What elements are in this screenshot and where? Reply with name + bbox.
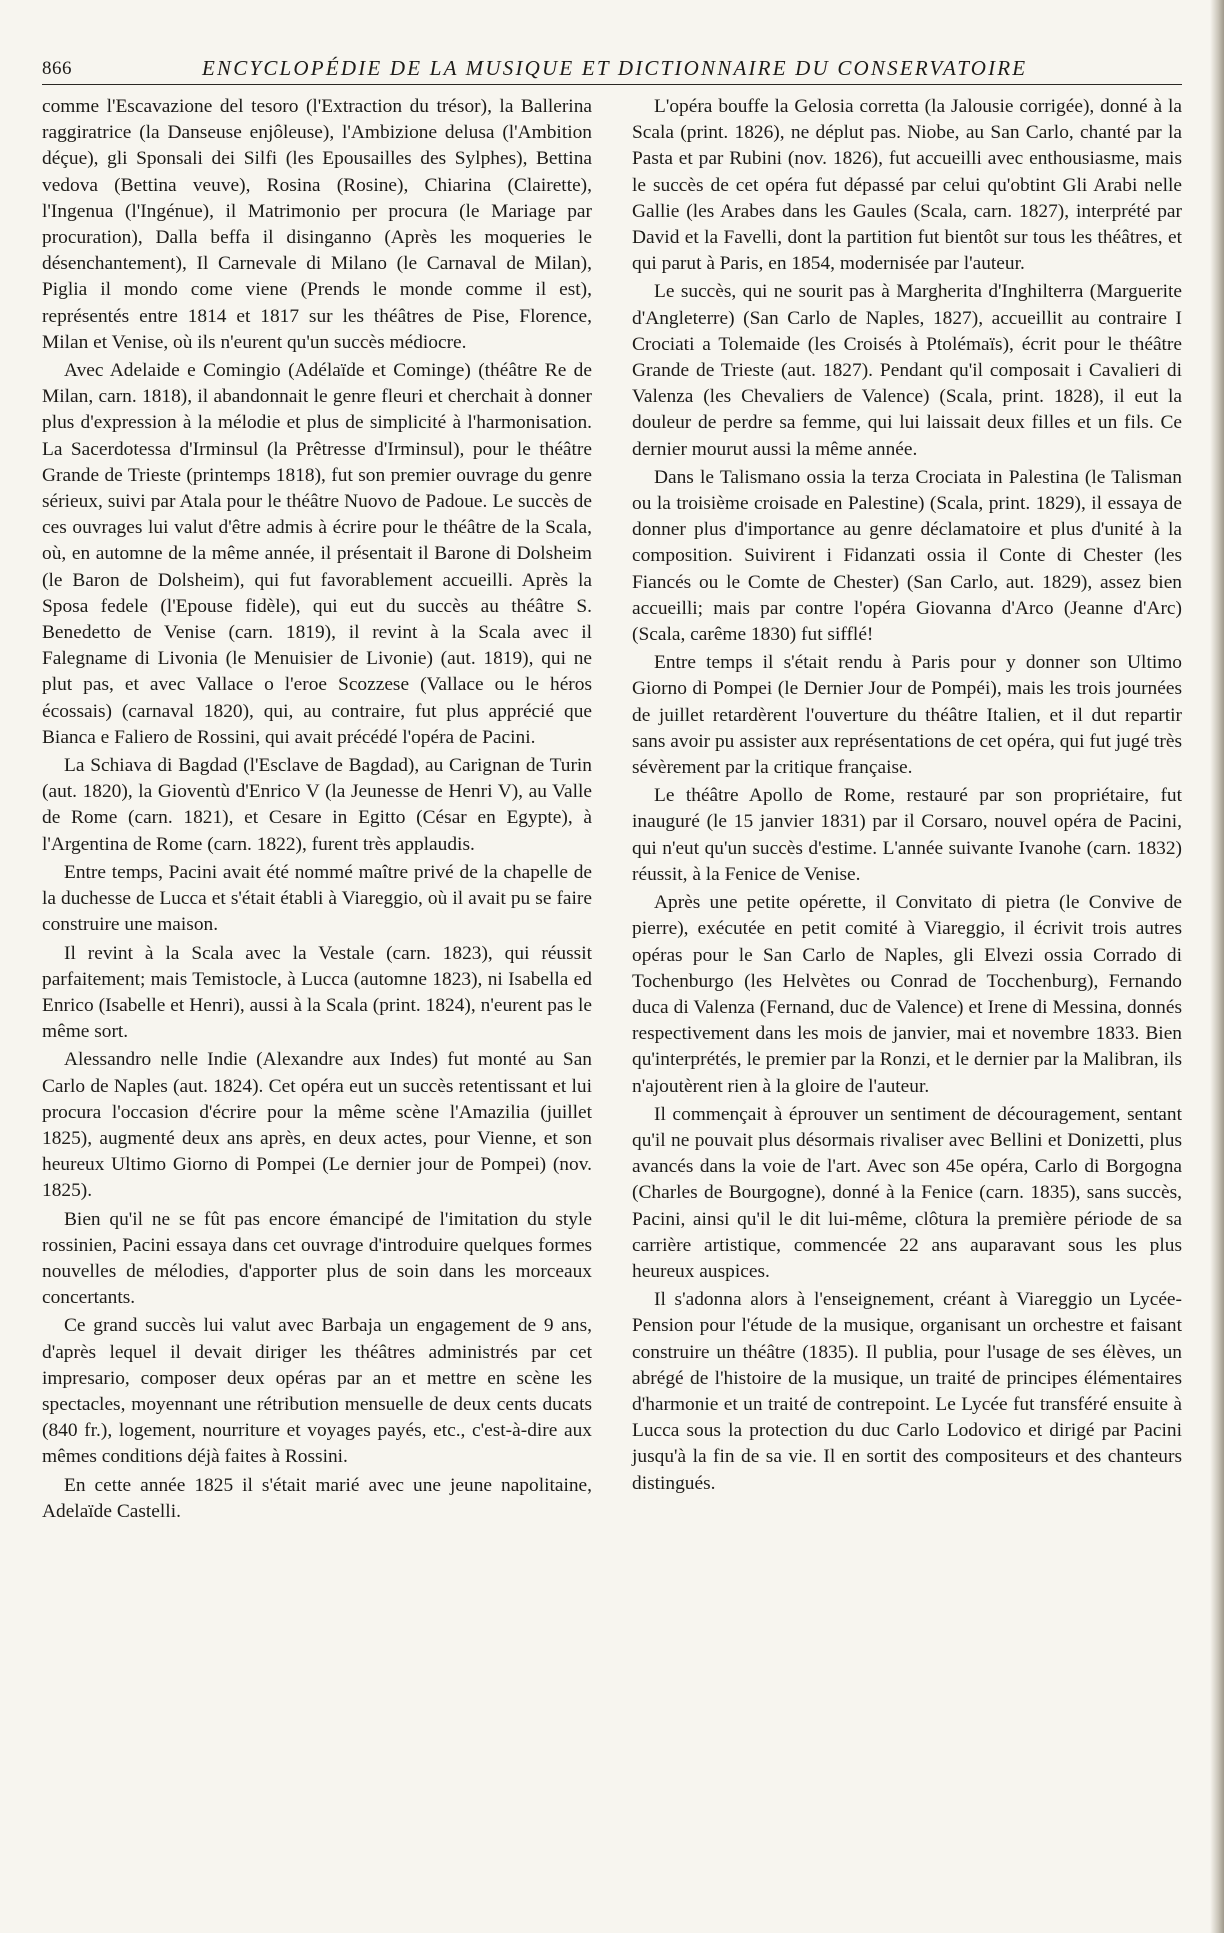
paragraph: Alessandro nelle Indie (Alexandre aux Indes) fut monté au San Carlo de Naples (aut. 1824). Cet opéra eut un succès retentissant et lui procura l'occasion d'écrire pour la même scène l'Amazilia (juillet 1825), augmenté deux ans après, en deux actes, pour Vienne, et son heureux Ultimo Giorno di Pompei (Le dernier jour de Pompei) (nov. 1825).	[42, 1049, 592, 1202]
paragraph: Bien qu'il ne se fût pas encore émancipé de l'imitation du style rossinien, Pacini essaya dans cet ouvrage d'introduire quelques formes nouvelles de mélodies, d'apporter plus de soin dans les morceaux concertants.	[42, 1208, 592, 1309]
paragraph: comme l'Escavazione del tesoro (l'Extraction du trésor), la Ballerina raggiratrice (la Danseuse enjôleuse), l'Ambizione delusa (l'Ambition déçue), gli Sponsali dei Silfi (les Epousailles des Sylphes), Bettina vedova (Bettina veuve), Rosina (Rosine), Chiarina (Clairette), l'Ingenua (l'Ingénue), il Matrimonio per procura (le Mariage par procuration), Dalla beffa il disinganno (Après les moqueries le désenchantement), Il Carnevale di Milano (le Carnaval de Milan), Piglia il mondo come viene (Prends le monde comme il est), représentés entre 1814 et 1817 sur les théâtres de Pise, Florence, Milan et Venise, où ils n'eurent qu'un succès médiocre.	[42, 96, 592, 353]
paragraph: Entre temps il s'était rendu à Paris pour y donner son Ultimo Giorno di Pompei (le Dernier Jour de Pompéi), mais les trois journées de juillet retardèrent l'ouverture du théâtre Italien, et il dut repartir sans avoir pu assister aux représentations de cet opéra, qui fut jugé très sévèrement par la critique française.	[632, 652, 1182, 779]
page-header	[42, 54, 1182, 85]
page-edge-shadow	[1210, 0, 1224, 1933]
page-number: 866	[42, 58, 72, 79]
paragraph: Le succès, qui ne sourit pas à Margherita d'Inghilterra (Marguerite d'Angleterre) (San Carlo de Naples, 1827), accueillit au contraire I Crociati a Tolemaide (les Croisés à Ptolémaïs), écrit pour le théâtre Grande de Trieste (aut. 1827). Pendant qu'il composait i Cavalieri di Valenza (les Chevaliers de Valence) (Scala, print. 1828), il eut la douleur de perdre sa femme, qui lui laissait deux filles et un fils. Ce dernier mourut aussi la même année.	[632, 281, 1182, 460]
paragraph: Il commençait à éprouver un sentiment de découragement, sentant qu'il ne pouvait plus désormais rivaliser avec Bellini et Donizetti, plus avancés dans la voie de l'art. Avec son 45e opéra, Carlo di Borgogna (Charles de Bourgogne), donné à la Fenice (carn. 1835), sans succès, Pacini, ainsi qu'il le dit lui-même, clôtura la première période de sa carrière artistique, commencée 22 ans auparavant sous les plus heureux auspices.	[632, 1103, 1182, 1282]
running-title: ENCYCLOPÉDIE DE LA MUSIQUE ET DICTIONNAIRE DU CONSERVATOIRE	[202, 56, 1028, 80]
paragraph: Après une petite opérette, il Convitato di pietra (le Convive de pierre), exécutée en petit comité à Viareggio, il écrivit trois autres opéras pour le San Carlo de Naples, gli Elvezi ossia Corrado di Tochenburgo (les Helvètes ou Conrad de Tocchenburg), Fernando duca di Valenza (Fernand, duc de Valence) et Irene di Messina, donnés respectivement dans les mois de janvier, mai et novembre 1833. Bien qu'interprétés, le premier par la Ronzi, et le dernier par la Malibran, ils n'ajoutèrent rien à la gloire de l'auteur.	[632, 892, 1182, 1097]
paragraph: Il s'adonna alors à l'enseignement, créant à Viareggio un Lycée-Pension pour l'étude de la musique, organisant un orchestre et faisant construire un théâtre (1835). Il publia, pour l'usage de ses élèves, un abrégé de l'histoire de la musique, un traité de principes élémentaires d'harmonie et un traité de contrepoint. Le Lycée fut transféré ensuite à Lucca sous la protection du duc Carlo Lodovico et dirigé par Pacini jusqu'à la fin de sa vie. Il en sortit des compositeurs et des chanteurs distingués.	[632, 1289, 1182, 1494]
paragraph: Il revint à la Scala avec la Vestale (carn. 1823), qui réussit parfaitement; mais Temistocle, à Lucca (automne 1823), ni Isabella ed Enrico (Isabelle et Henri), aussi à la Scala (print. 1824), n'eurent pas le même sort.	[42, 942, 592, 1043]
paragraph: Entre temps, Pacini avait été nommé maître privé de la chapelle de la duchesse de Lucca et s'était établi à Viareggio, où il avait pu se faire construire une maison.	[42, 861, 592, 936]
right-column	[632, 94, 1182, 1499]
paragraph: Avec Adelaide e Comingio (Adélaïde et Cominge) (théâtre Re de Milan, carn. 1818), il abandonnait le genre fleuri et cherchait à donner plus d'expression à la mélodie et plus de simplicité à l'harmonisation. La Sacerdotessa d'Irminsul (la Prêtresse d'Irminsul), pour le théâtre Grande de Trieste (printemps 1818), fut son premier ouvrage du genre sérieux, suivi par Atala pour le théâtre Nuovo de Padoue. Le succès de ces ouvrages lui valut d'être admis à écrire pour le théâtre de la Scala, où, en automne de la même année, il présentait il Barone di Dolsheim (le Baron de Dolsheim), qui fut favorablement accueilli. Après la Sposa fedele (l'Epouse fidèle), qui eut du succès au théâtre S. Benedetto de Venise (carn. 1819), il revint à la Scala avec il Falegname di Livonia (le Menuisier de Livonie) (aut. 1819), qui ne plut pas, et avec Vallace o l'eroe Scozzese (Vallace ou le héros écossais) (carnaval 1820), qui, au contraire, fut plus apprécié que Bianca e Faliero de Rossini, qui avait précédé l'opéra de Pacini.	[42, 360, 592, 748]
left-column	[42, 94, 592, 1527]
paragraph: Dans le Talismano ossia la terza Crociata in Palestina (le Talisman ou la troisième croisade en Palestine) (Scala, print. 1829), il essaya de donner plus d'importance au genre déclamatoire et plus d'unité à la composition. Suivirent i Fidanzati ossia il Conte di Chester (les Fiancés ou le Comte de Chester) (San Carlo, aut. 1829), assez bien accueilli; mais par contre l'opéra Giovanna d'Arco (Jeanne d'Arc) (Scala, carême 1830) fut sifflé!	[632, 466, 1182, 646]
paragraph: La Schiava di Bagdad (l'Esclave de Bagdad), au Carignan de Turin (aut. 1820), la Gioventù d'Enrico V (la Jeunesse de Henri V), au Valle de Rome (carn. 1821), et Cesare in Egitto (César en Egypte), à l'Argentina de Rome (carn. 1822), furent très applaudis.	[42, 755, 592, 855]
paragraph: Le théâtre Apollo de Rome, restauré par son propriétaire, fut inauguré (le 15 janvier 1831) par il Corsaro, nouvel opéra de Pacini, qui n'eut qu'un succès d'estime. L'année suivante Ivanohe (carn. 1832) réussit, à la Fenice de Venise.	[632, 785, 1182, 885]
paragraph: Ce grand succès lui valut avec Barbaja un engagement de 9 ans, d'après lequel il devait diriger les théâtres administrés par cet impresario, composer deux opéras par an et mettre en scène les spectacles, moyennant une rétribution mensuelle de deux cents ducats (840 fr.), logement, nourriture et voyages payés, etc., c'est-à-dire aux mêmes conditions déjà faites à Rossini.	[42, 1315, 592, 1468]
paragraph: En cette année 1825 il s'était marié avec une jeune napolitaine, Adelaïde Castelli.	[42, 1474, 592, 1522]
paragraph: L'opéra bouffe la Gelosia corretta (la Jalousie corrigée), donné à la Scala (print. 1826), ne déplut pas. Niobe, au San Carlo, chanté par la Pasta et par Rubini (nov. 1826), fut accueilli avec enthousiasme, mais le succès de cet opéra fut dépassé par celui qu'obtint Gli Arabi nelle Gallie (les Arabes dans les Gaules (Scala, carn. 1827), interprété par David et la Favelli, dont la partition fut bientôt sur tous les théâtres, et qui parut à Paris, en 1854, modernisée par l'auteur.	[632, 96, 1182, 275]
